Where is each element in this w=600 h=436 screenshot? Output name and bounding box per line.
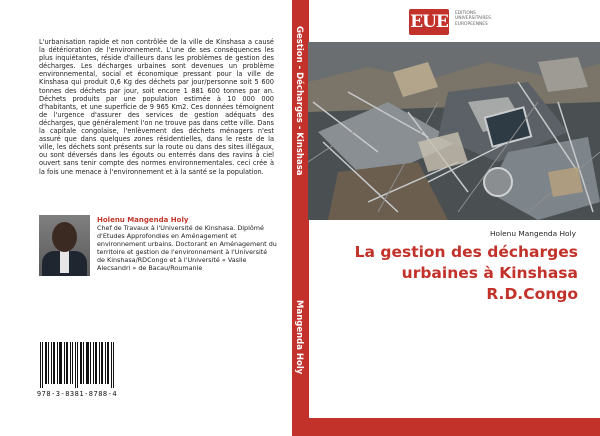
spine-title: Gestion - Décharges - Kinshasa xyxy=(294,26,304,176)
book-title-line: La gestion des décharges xyxy=(354,243,578,261)
back-cover-blurb: L'urbanisation rapide et non contrôlée de la ville de Kinshasa a causé la détérioration de l'environnement. L'une de ses conséquences les plus inquiétantes, réside d'ailleurs dans les problèmes de gestion des décharges. Les décharges urbaines sont devenues un problème environnemental, social et économique pressant pour la ville de Kinshasa qui produit 0,6 Kg des déchets par jour/personne soit 5 600 tonnes des déchets par jour, soit encore 1 881 600 tonnes par an. Déchets produits par une population estimée à 10 000 000 d'habitants, et une superficie de 9 965 Km2. Ces données témoignent de l'urgence d'assurer des services de gestion adéquats des décharges, que généralement l'on ne trouve pas dans cette ville. Dans la capitale congolaise, l'enlèvement des déchets ménagers n'est assuré que dans quelques zones résidentielles, dans le reste de la ville, les déchets sont présents sur la route ou dans des sites illégaux, ou sont déversés dans les égouts ou enterrés dans des ravins à ciel ouvert sans tenir compte des normes environnementales. ceci crée à la fois une menace à l'environnement et à la santé se la population. xyxy=(39,38,274,176)
publisher-logo xyxy=(409,9,529,37)
publisher-line: EUROPEENNES xyxy=(455,21,488,27)
back-cover xyxy=(0,0,292,436)
author-bio: Chef de Travaux à l'Université de Kinshasa. Diplômé d'Etudes Approfondies en Aménagement et environnement urbains. Doctorant en Aménagement du territoire et gestion de l'environnement à l'Université de Kinshasa/RDCongo et à l'Université « Vasile Alecsandri » de Bacau/Roumanie xyxy=(97,224,277,272)
publisher-name xyxy=(455,11,491,27)
book-title-line: R.D.Congo xyxy=(486,285,578,303)
author-photo-head xyxy=(52,222,77,252)
spine-author: Mangenda Holy xyxy=(294,300,304,375)
book-title-line: urbaines à Kinshasa xyxy=(401,264,578,282)
back-author-name: Holenu Mangenda Holy xyxy=(97,216,189,224)
front-bottom-band xyxy=(309,418,600,436)
barcode-box xyxy=(33,338,121,402)
book-spine xyxy=(292,0,309,436)
barcode-icon xyxy=(39,342,115,388)
cover-photo-scrap-heap xyxy=(308,42,600,220)
book-title xyxy=(355,242,578,305)
author-photo xyxy=(39,215,90,276)
isbn-number: 978-3-8381-8788-4 xyxy=(36,390,118,398)
author-photo-shirt xyxy=(60,251,69,273)
publisher-line: EDITIONS xyxy=(455,11,476,16)
publisher-line: UNIVERSITAIRES xyxy=(455,16,491,22)
scrap-heap-illustration xyxy=(308,42,600,220)
front-author-name: Holenu Mangenda Holy xyxy=(490,229,576,238)
front-cover xyxy=(309,0,600,436)
publisher-logo-mark: EUE xyxy=(409,9,449,35)
